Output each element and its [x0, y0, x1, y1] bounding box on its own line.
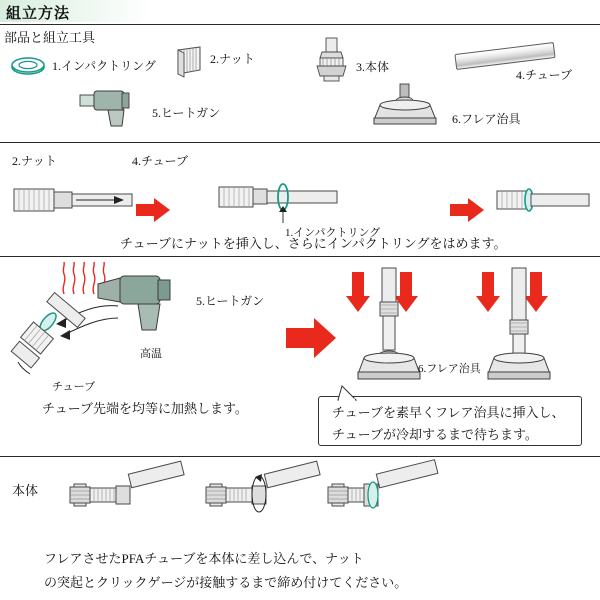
parts-heading: 部品と組立工具: [4, 30, 96, 45]
part-label-1: 1.インパクトリング: [52, 59, 156, 73]
callout-tail-icon: [336, 386, 360, 400]
part-label-2: 2.ナット: [210, 52, 255, 66]
part-label-3: 3.本体: [356, 60, 390, 74]
step1-assembly-c: [495, 175, 595, 225]
divider-parts: [0, 142, 600, 143]
step1-label-tube: 4.チューブ: [132, 154, 189, 168]
step1-assembly-b: [215, 165, 395, 225]
step2-tube-assembly: [8, 300, 88, 390]
step2-callout-line2: チューブが冷却するまで待ちます。: [332, 427, 538, 442]
ring-icon: [8, 55, 48, 79]
step3-assembly-2: [182, 462, 322, 524]
step3-caption-line1: フレアさせたPFAチューブを本体に差し込んで、ナット: [44, 551, 364, 566]
step3-assembly-1: [46, 462, 186, 524]
part-label-6: 6.フレア治具: [452, 112, 521, 126]
step2-label-tube: チューブ: [52, 381, 96, 393]
divider-top: [0, 24, 600, 25]
heat-gun-icon: [78, 88, 148, 130]
step3-assembly-3: [310, 462, 460, 524]
step1-label-nut: 2.ナット: [12, 154, 57, 168]
divider-step1: [0, 256, 600, 257]
red-arrow-right-icon-1: [136, 198, 170, 222]
flare-jig-assembly-1: [352, 266, 426, 386]
page-title: 組立方法: [6, 6, 71, 22]
step2-callout-line1: チューブを素早くフレア治具に挿入し、: [332, 405, 565, 420]
step2-label-jig: 6.フレア治具: [418, 363, 481, 375]
step2-label-heatgun: 5.ヒートガン: [196, 294, 265, 308]
step1-caption: チューブにナットを挿入し、さらにインパクトリングをはめます。: [120, 236, 507, 251]
step2-label-hot: 高温: [140, 348, 162, 360]
step1-label-ring: 1.インパクトリング: [285, 227, 381, 239]
step2-caption-left: チューブ先端を均等に加熱します。: [42, 401, 248, 416]
red-arrow-right-icon-3: [286, 318, 336, 358]
divider-step2: [0, 456, 600, 457]
nut-icon: [172, 44, 206, 78]
step3-label-body: 本体: [12, 483, 39, 498]
flare-jig-assembly-2: [482, 266, 556, 386]
body-icon: [300, 36, 360, 82]
part-label-5: 5.ヒートガン: [152, 106, 221, 120]
step3-caption-line2: の突起とクリックゲージが接触するまで締め付けてください。: [44, 575, 408, 590]
part-label-4: 4.チューブ: [516, 68, 573, 82]
red-arrow-right-icon-2: [450, 198, 484, 222]
flare-jig-icon: [372, 82, 442, 130]
